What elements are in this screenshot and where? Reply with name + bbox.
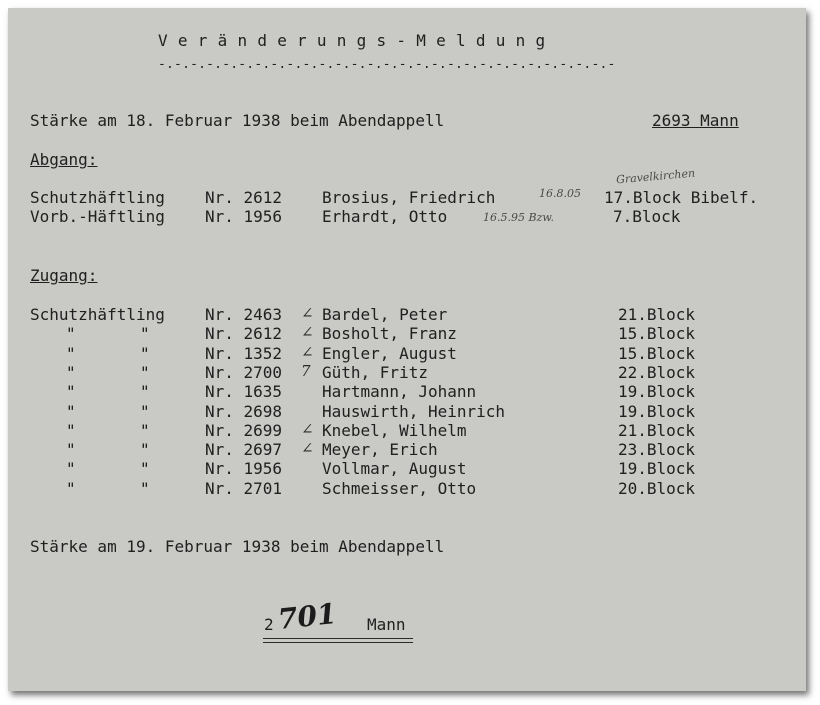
zugang-row-nr: Nr. 1352 [205,344,283,363]
zugang-row-type: " [66,324,76,343]
zugang-row-name: Hauswirth, Heinrich [322,402,506,421]
zugang-row-check-mark: ∠ [301,420,314,438]
zugang-row-nr: Nr. 1635 [205,382,283,401]
zugang-row-type: " [66,421,76,440]
zugang-row-block: 19.Block [618,402,696,421]
zugang-row-block: 21.Block [618,421,696,440]
zugang-row-ditto: " [140,363,150,382]
strength-end-handwritten-value: 701 [276,597,339,636]
zugang-row-name: Bosholt, Franz [322,324,457,343]
zugang-row-ditto: " [140,382,150,401]
abgang-row-handwritten-date: 16.8.05 [539,187,581,200]
abgang-row-block: 7.Block [613,207,681,226]
zugang-row-type: Schutzhäftling [30,305,165,324]
zugang-row-check-mark: ∠ [301,323,314,341]
zugang-row-type: " [66,440,76,459]
zugang-row-nr: Nr. 2700 [205,363,283,382]
zugang-row-ditto: " [140,324,150,343]
zugang-row-block: 19.Block [618,459,696,478]
strength-start-value: 2693 Mann [652,111,739,130]
zugang-row-type: " [66,363,76,382]
abgang-row-type: Vorb.-Häftling [30,207,165,226]
zugang-row-check-mark: ∠ [301,304,314,322]
zugang-row-nr: Nr. 2463 [205,305,283,324]
zugang-row-name: Schmeisser, Otto [322,479,477,498]
zugang-row-ditto: " [140,402,150,421]
document-title: V e r ä n d e r u n g s - M e l d u n g [158,31,546,50]
zugang-row-name: Vollmar, August [322,459,467,478]
double-underline-top [263,638,413,639]
zugang-row-name: Meyer, Erich [322,440,438,459]
zugang-row-block: 19.Block [618,382,696,401]
zugang-row-nr: Nr. 1956 [205,459,283,478]
zugang-row-type: " [66,479,76,498]
double-underline-bottom [263,642,413,643]
zugang-row-check-mark: ∠ [301,343,314,361]
zugang-row-check-mark: 7 [301,362,311,380]
zugang-row-ditto: " [140,479,150,498]
zugang-row-check-mark: ∠ [301,439,314,457]
abgang-heading: Abgang: [30,150,98,169]
zugang-row-block: 15.Block [618,344,696,363]
zugang-row-name: Knebel, Wilhelm [322,421,467,440]
zugang-heading: Zugang: [30,266,98,285]
zugang-row-name: Bardel, Peter [322,305,448,324]
strength-start-label: Stärke am 18. Februar 1938 beim Abendappell [30,111,445,130]
abgang-row-handwritten-place: Gravelkirchen [615,166,696,187]
zugang-row-nr: Nr. 2701 [205,479,283,498]
document-sheet [8,8,806,691]
abgang-row-nr: Nr. 1956 [205,207,283,226]
zugang-row-type: " [66,402,76,421]
zugang-row-ditto: " [140,421,150,440]
abgang-row-name: Erhardt, Otto [322,207,448,226]
title-rule: -.-.-.-.-.-.-.-.-.-.-.-.-.-.-.-.-.-.-.-.-.-.-.-.-.-.-.-.- [158,57,616,72]
zugang-row-name: Engler, August [322,344,457,363]
abgang-row-block: 17.Block Bibelf. [604,188,759,207]
zugang-row-ditto: " [140,344,150,363]
zugang-row-ditto: " [140,440,150,459]
zugang-row-block: 23.Block [618,440,696,459]
strength-end-unit: Mann [367,615,406,634]
zugang-row-block: 22.Block [618,363,696,382]
zugang-row-type: " [66,382,76,401]
zugang-row-nr: Nr. 2699 [205,421,283,440]
zugang-row-name: Hartmann, Johann [322,382,477,401]
abgang-row-type: Schutzhäftling [30,188,165,207]
zugang-row-nr: Nr. 2697 [205,440,283,459]
abgang-row-nr: Nr. 2612 [205,188,283,207]
zugang-row-name: Güth, Fritz [322,363,428,382]
strength-end-value-prefix: 2 [264,615,274,634]
strength-end-label: Stärke am 19. Februar 1938 beim Abendappell [30,537,445,556]
abgang-row-name: Brosius, Friedrich [322,188,496,207]
zugang-row-type: " [66,459,76,478]
zugang-row-block: 21.Block [618,305,696,324]
zugang-row-nr: Nr. 2612 [205,324,283,343]
zugang-row-block: 15.Block [618,324,696,343]
zugang-row-type: " [66,344,76,363]
zugang-row-ditto: " [140,459,150,478]
abgang-row-handwritten-date: 16.5.95 Bzw. [483,211,554,224]
zugang-row-nr: Nr. 2698 [205,402,283,421]
zugang-row-block: 20.Block [618,479,696,498]
